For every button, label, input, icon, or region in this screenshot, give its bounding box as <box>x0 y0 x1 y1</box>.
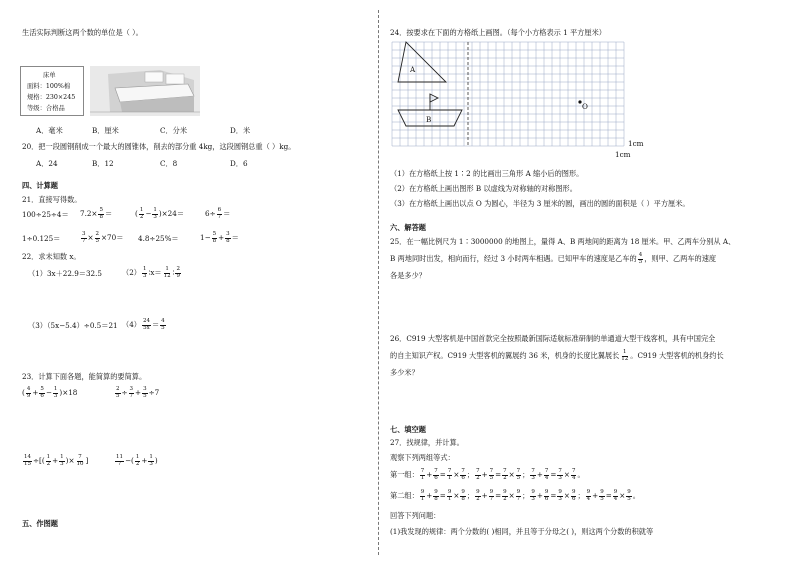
q23-b: $\frac{2}{5}$ ÷ $\frac{3}{7}$ + $\frac{3}{5}$ ÷7 <box>116 386 160 399</box>
grid-paper <box>390 40 626 148</box>
q20-stem: 20．把一段圆钢削成一个最大的圆锥体，削去的部分重 4kg，这段圆钢总重（ ）kg。 <box>22 142 296 151</box>
q25-line-1: 25．在一幅比例尺为 1∶3000000 的地图上，量得 A、B 两地间的距离为 18 厘米。甲、乙两车分别从 A、 <box>390 237 736 246</box>
q22-1: （1）3x＋22.9＝32.5 <box>28 269 102 278</box>
q26-line-3: 多少米？ <box>390 368 419 377</box>
q20-option-a: A．24 <box>36 159 58 168</box>
q19-option-a: A．毫米 <box>36 126 63 135</box>
q20-option-d: D．6 <box>230 159 248 168</box>
q27-observe: 观察下列两组等式： <box>390 453 455 462</box>
section-5-heading: 五、作图题 <box>22 519 58 528</box>
bedsheet-label-card <box>20 66 84 116</box>
triangle-a <box>398 42 446 82</box>
q21-stem: 21．直接写得数。 <box>22 195 82 204</box>
q21-d: 6÷ $\frac{6}{7}$ ＝ <box>205 207 231 220</box>
q21-b: 7.2× $\frac{5}{8}$ ＝ <box>80 207 113 220</box>
q21-g: 4.8÷25%＝ <box>138 234 179 243</box>
q19-tail: 生活实际判断这两个数的单位是（ ）。 <box>22 28 143 37</box>
q26-line-2: 的自主知识产权。C919 大型客机的翼展约 36 米，机身的长度比翼展长 $\frac{1}{12}$ 。C919 大型客机的机身约长 <box>390 349 724 362</box>
q22-4: （4） $\frac{24}{5x}$ ＝ $\frac{4}{5}$ <box>122 318 165 331</box>
q24-2: （2）在方格纸上画出图形 B 以虚线为对称轴的对称图形。 <box>390 184 577 193</box>
q20-option-b: B．12 <box>92 159 114 168</box>
q19-option-d: D．米 <box>230 126 251 135</box>
q21-a: 100÷25÷4＝ <box>22 210 69 219</box>
q24-stem: 24．按要求在下面的方格纸上画图。（每个小方格表示 1 平方厘米） <box>390 28 606 37</box>
q21-f: $\frac{3}{7}$ × $\frac{2}{5}$ ×70＝ <box>82 231 124 244</box>
column-divider <box>378 10 379 555</box>
q27-group-2: 第二组： $\frac{9}{1}$ + $\frac{9}{8}$ = $\frac{9}{1}$ × $\frac{9}{8}$ ； $\frac{9}{2}$ + $\frac{9}{7}$ = $\frac{9}{2}$ × $\frac{9}{7}$ ； $\frac{9}{3}$ + $\frac{9}{6}$ = $\frac{9}{3}$ × $\frac{9}{6}$ ； $\frac{9}{4}$ + $\frac{9}{5}$ = $\frac{9}{4}$ × $\frac{9}{5}$ 。 <box>390 489 640 502</box>
label-o: O <box>582 102 588 111</box>
q26-line-1: 26．C919 大型客机是中国首款完全按照最新国际适航标准研制的单通道大型干线客机，具有中国完全 <box>390 334 716 343</box>
unit-label-vertical: 1cm <box>615 150 631 159</box>
q19-option-c: C．分米 <box>160 126 188 135</box>
q21-c: ( $\frac{1}{2}$ − $\frac{1}{3}$ )×24＝ <box>135 207 185 220</box>
label-grade: 等级：合格品 <box>27 105 65 112</box>
label-a: A <box>410 65 416 74</box>
q22-2: （2） $\frac{1}{3}$ ∶x＝ $\frac{1}{12}$ ∶ $\frac{2}{9}$ <box>122 266 180 279</box>
unit-label-horizontal: 1cm <box>628 139 644 148</box>
q23-c: $\frac{14}{15}$ ÷[( $\frac{1}{2}$ + $\frac{1}{3}$ )× $\frac{7}{10}$ ] <box>24 454 89 467</box>
q24-3: （3）在方格纸上画出以点 O 为圆心，半径为 3 厘米的圆，画出的圆的面积是（ ）平方厘米。 <box>390 199 690 208</box>
q24-1: （1）在方格纸上按 1∶2 的比画出三角形 A 缩小后的图形。 <box>390 169 584 178</box>
section-7-heading: 七、填空题 <box>390 425 426 434</box>
section-4-heading: 四、计算题 <box>22 181 58 190</box>
q22-stem: 22．求未知数 x。 <box>22 252 81 261</box>
q25-line-3: 各是多少？ <box>390 271 426 280</box>
q21-h: 1− $\frac{5}{8}$ + $\frac{3}{8}$ ＝ <box>200 231 239 244</box>
label-b: B <box>426 115 432 124</box>
q27-stem: 27．找规律，并计算。 <box>390 438 464 447</box>
label-material: 面料：100%棉 <box>27 83 71 90</box>
q22-3: （3）（5x−5.4）÷0.5＝21 <box>28 321 118 330</box>
grid-svg <box>390 40 626 148</box>
q21-e: 1÷0.125＝ <box>22 234 61 243</box>
section-6-heading: 六、解答题 <box>390 223 426 232</box>
q27-1: (1)我发现的规律：两个分数的( )相同，并且等于分母之( )，则这两个分数的积就等 <box>390 527 654 536</box>
q27-group-1: 第一组： $\frac{7}{1}$ + $\frac{7}{6}$ = $\frac{7}{1}$ × $\frac{7}{6}$ ； $\frac{7}{2}$ + $\frac{7}{5}$ = $\frac{7}{2}$ × $\frac{7}{5}$ ； $\frac{7}{3}$ + $\frac{7}{4}$ = $\frac{7}{3}$ × $\frac{7}{4}$ 。 <box>390 468 585 481</box>
q19-option-b: B．厘米 <box>92 126 119 135</box>
bedsheet-figure <box>20 66 200 118</box>
q25-line-2: B 两地同时出发，相向而行，经过 3 小时两车相遇。已知甲车的速度是乙车的 $\frac{4}{5}$ ，则甲、乙两车的速度 <box>390 252 717 265</box>
label-spec: 规格：230×245 <box>27 94 76 101</box>
q27-answer-prompt: 回答下列问题： <box>390 511 441 520</box>
q20-option-c: C．8 <box>160 159 178 168</box>
q23-a: ( $\frac{4}{9}$ + $\frac{5}{6}$ − $\frac{1}{3}$ )×18 <box>22 386 78 399</box>
bed-photo <box>90 66 200 116</box>
q23-stem: 23．计算下面各题，能简算的要简算。 <box>22 372 147 381</box>
label-title: 床单 <box>43 72 56 79</box>
q23-d: $\frac{11}{7}$ −( $\frac{1}{2}$ + $\frac{1}{3}$ ) <box>116 454 158 467</box>
